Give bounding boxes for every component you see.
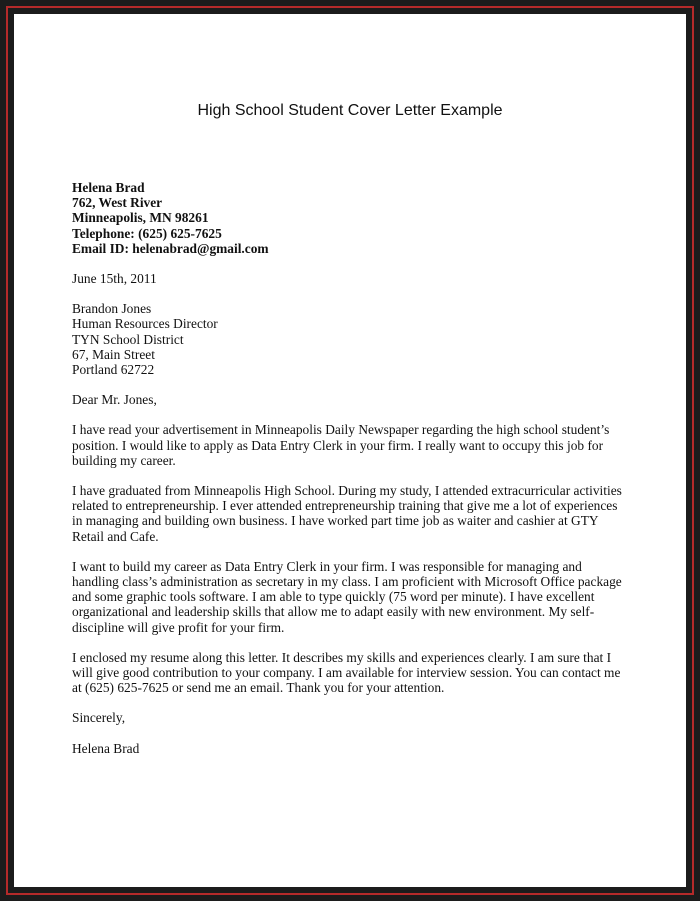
signature-name: Helena Brad — [72, 740, 140, 756]
salutation — [72, 392, 632, 407]
sender-address-line2: Minneapolis, MN 98261 — [72, 210, 209, 226]
recipient-organization: TYN School District — [72, 331, 184, 347]
letter-body — [72, 180, 632, 756]
sender-address-line1: 762, West River — [72, 195, 163, 211]
recipient-block — [72, 301, 632, 377]
signature — [72, 741, 632, 756]
date-text: June 15th, 2011 — [72, 271, 157, 287]
salutation-text: Dear Mr. Jones, — [72, 392, 157, 408]
closing — [72, 710, 632, 725]
page-title: High School Student Cover Letter Example — [197, 102, 503, 119]
sender-block — [72, 180, 632, 256]
sender-email: Email ID: helenabrad@gmail.com — [72, 240, 269, 256]
paragraph-line: and some graphic tools software. I am able to type quickly (75 word per minute). I have excellent — [72, 589, 595, 605]
paragraph-line: at (625) 625-7625 or send me an email. Thank you for your attention. — [72, 680, 445, 696]
paragraph-line: I enclosed my resume along this letter. It describes my skills and experiences clearly. I am sure that I — [72, 649, 612, 665]
paragraph-line: discipline will give profit for your firm. — [72, 619, 285, 635]
paragraph-line: related to entrepreneurship. I ever attended entrepreneurship training that give me a lot of experiences — [72, 498, 618, 514]
paragraph-line: will give good contribution to your company. I am available for interview session. You can contact me — [72, 665, 621, 681]
document-page — [14, 14, 686, 887]
recipient-city: Portland 62722 — [72, 362, 155, 378]
paragraph-line: I want to build my career as Data Entry Clerk in your firm. I was responsible for managing and — [72, 558, 582, 574]
paragraph-3 — [72, 559, 632, 635]
paragraph-4 — [72, 650, 632, 696]
paragraph-line: in managing and building own business. I have worked part time job as waiter and cashier at GTY — [72, 513, 599, 529]
letter-date — [72, 271, 632, 286]
paragraph-2 — [72, 483, 632, 544]
paragraph-line: building my career. — [72, 452, 176, 468]
paragraph-line: position. I would like to apply as Data Entry Clerk in your firm. I really want to occupy this job for — [72, 437, 604, 453]
recipient-street: 67, Main Street — [72, 346, 155, 362]
closing-text: Sincerely, — [72, 710, 126, 726]
paragraph-1 — [72, 422, 632, 468]
paragraph-line: organizational and leadership skills that allow me to adapt easily with new environment. My self- — [72, 604, 595, 620]
recipient-name: Brandon Jones — [72, 301, 152, 317]
paragraph-line: Retail and Cafe. — [72, 528, 159, 544]
sender-telephone: Telephone: (625) 625-7625 — [72, 225, 222, 241]
paragraph-line: handling class’s administration as secretary in my class. I am proficient with Microsoft Office package — [72, 574, 622, 590]
sender-name: Helena Brad — [72, 180, 145, 195]
paragraph-line: I have graduated from Minneapolis High School. During my study, I attended extracurricular activities — [72, 483, 622, 499]
recipient-role: Human Resources Director — [72, 316, 218, 332]
paragraph-line: I have read your advertisement in Minneapolis Daily Newspaper regarding the high school student’s — [72, 422, 610, 438]
